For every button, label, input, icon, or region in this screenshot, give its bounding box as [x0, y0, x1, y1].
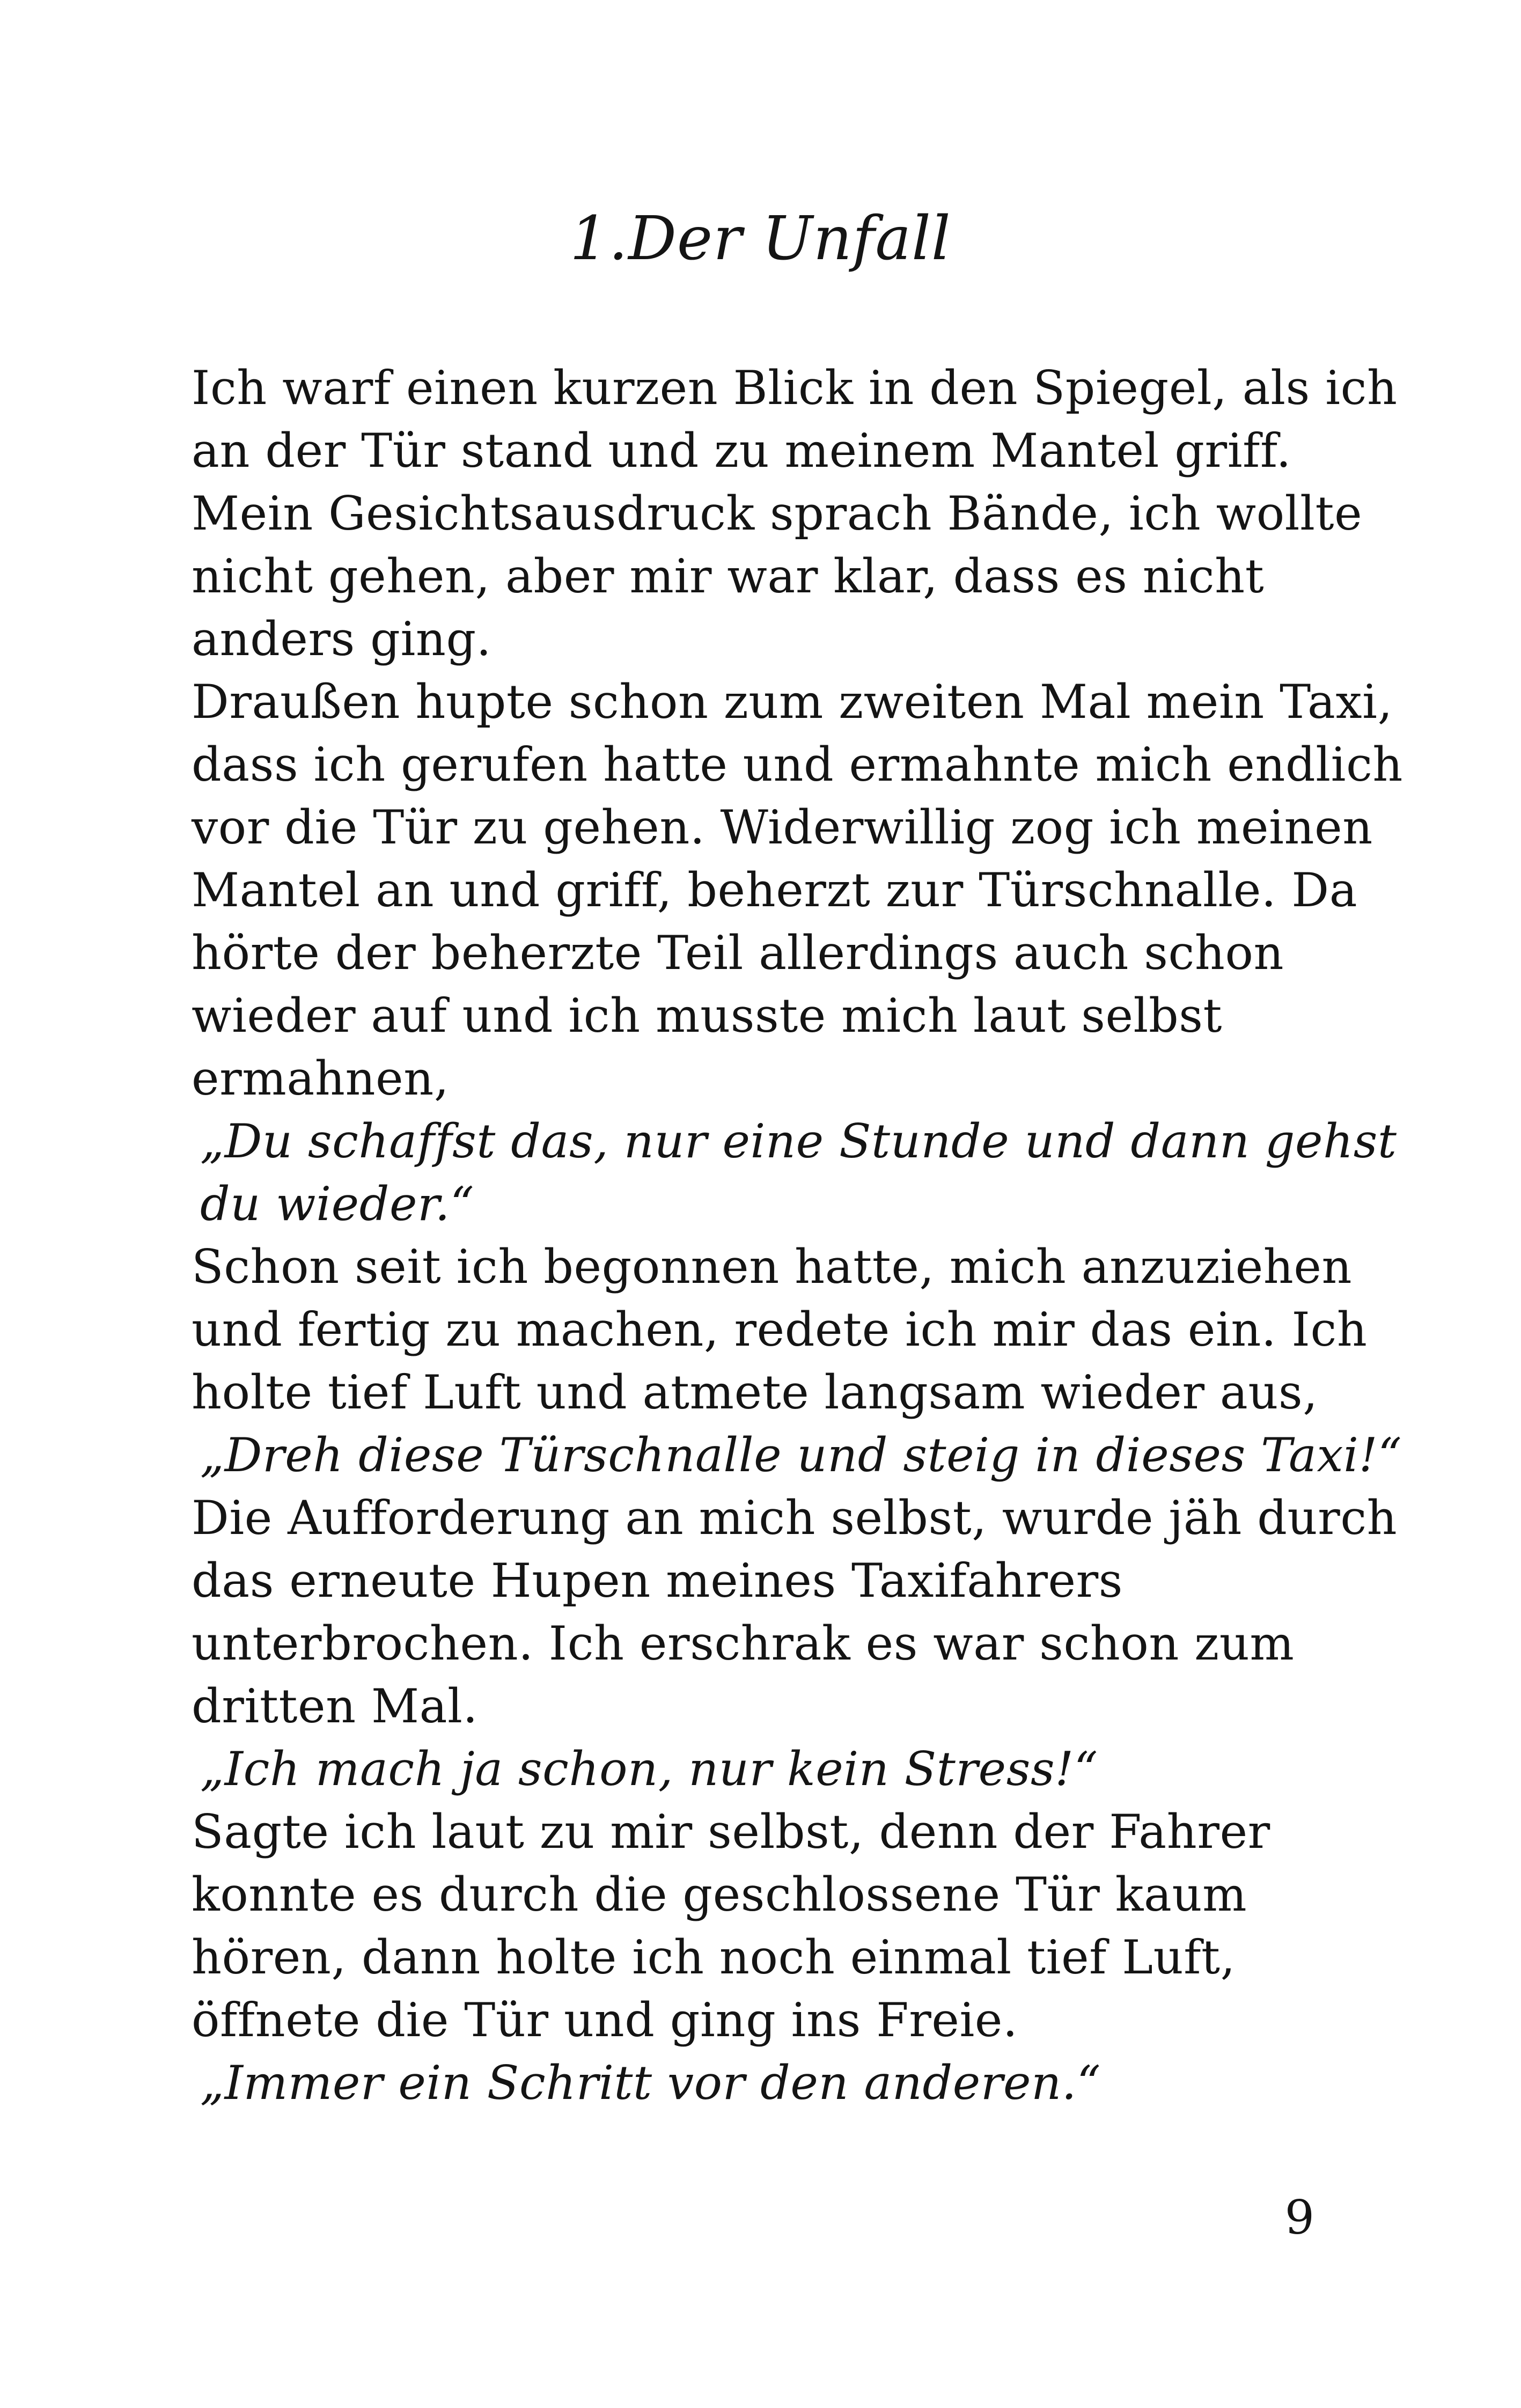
text-line: hörte der beherzte Teil allerdings auch schon	[192, 926, 1284, 980]
text-line: anders ging.	[192, 612, 492, 666]
quote-line: „Immer ein Schritt vor den anderen.“	[200, 2055, 1101, 2110]
text-line: hören, dann holte ich noch einmal tief Luft,	[192, 1930, 1236, 1985]
text-line: an der Tür stand und zu meinem Mantel griff.	[192, 423, 1291, 478]
chapter-title: 1.Der Unfall	[570, 204, 951, 274]
text-line: Ich warf einen kurzen Blick in den Spiegel, als ich	[192, 361, 1398, 415]
text-line: Mantel an und griff, beherzt zur Türschnalle. Da	[192, 863, 1358, 917]
text-line: ermahnen,	[192, 1051, 450, 1106]
text-line: unterbrochen. Ich erschrak es war schon zum	[192, 1616, 1295, 1671]
page-number: 9	[1284, 2190, 1314, 2245]
text-line: Schon seit ich begonnen hatte, mich anzuziehen	[192, 1239, 1353, 1294]
body-text	[192, 357, 1404, 2115]
quote-line: „Du schaffst das, nur eine Stunde und dann gehst	[200, 1114, 1397, 1169]
text-line: vor die Tür zu gehen. Widerwillig zog ich meinen	[192, 800, 1373, 855]
text-line: konnte es durch die geschlossene Tür kaum	[192, 1867, 1247, 1922]
text-line: holte tief Luft und atmete langsam wieder aus,	[192, 1365, 1318, 1420]
text-line: und fertig zu machen, redete ich mir das ein. Ich	[192, 1302, 1368, 1357]
text-line: Mein Gesichtsausdruck sprach Bände, ich wollte	[192, 486, 1363, 541]
text-line: Die Aufforderung an mich selbst, wurde jäh durch	[192, 1491, 1398, 1545]
text-line: das erneute Hupen meines Taxifahrers	[192, 1553, 1123, 1608]
quote-line: „Ich mach ja schon, nur kein Stress!“	[200, 1742, 1098, 1796]
text-line: Draußen hupte schon zum zweiten Mal mein Taxi,	[192, 674, 1393, 729]
text-line: wieder auf und ich musste mich laut selbst	[192, 988, 1223, 1043]
text-line: öffnete die Tür und ging ins Freie.	[192, 1993, 1018, 2047]
quote-line: „Dreh diese Türschnalle und steig in dieses Taxi!“	[200, 1428, 1402, 1482]
text-line: dritten Mal.	[192, 1679, 478, 1734]
text-line: nicht gehen, aber mir war klar, dass es nicht	[192, 549, 1265, 604]
quote-line: du wieder.“	[200, 1177, 475, 1231]
text-line: Sagte ich laut zu mir selbst, denn der Fahrer	[192, 1804, 1270, 1859]
text-line: dass ich gerufen hatte und ermahnte mich endlich	[192, 737, 1404, 792]
